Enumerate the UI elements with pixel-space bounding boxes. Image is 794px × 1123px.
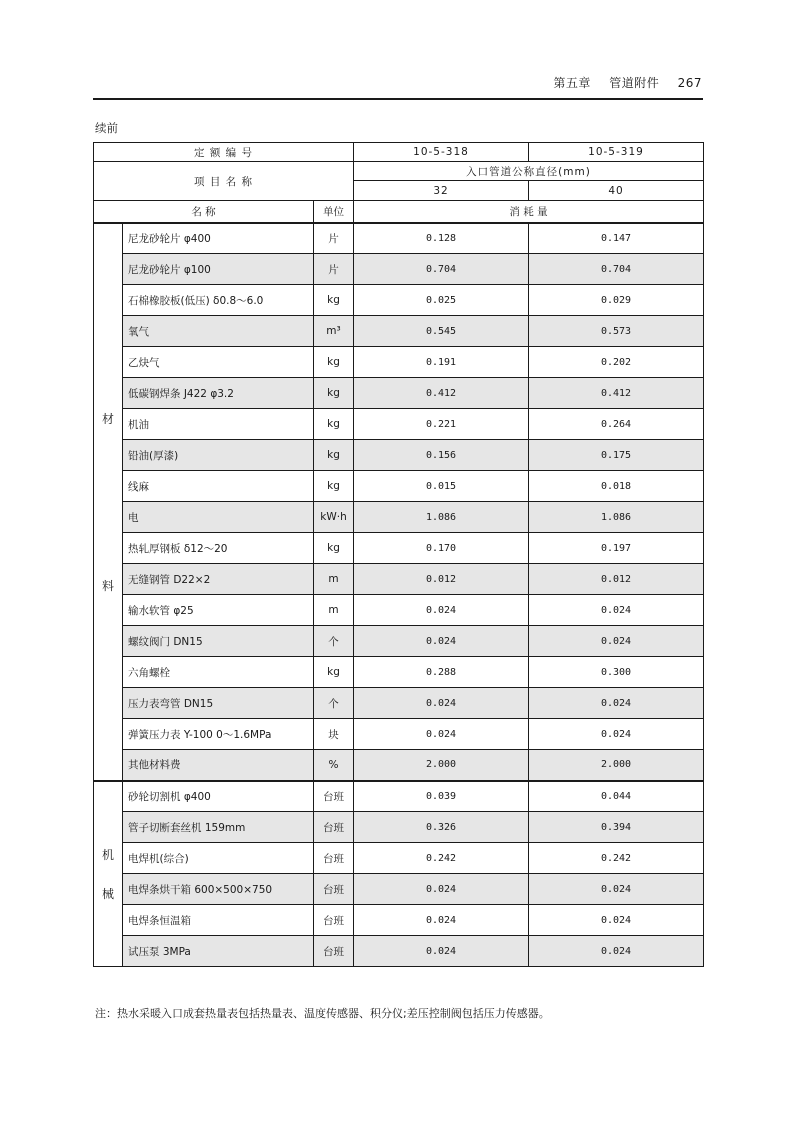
item-name: 弹簧压力表 Y-100 0～1.6MPa (123, 719, 314, 750)
category-char: 械 (101, 886, 114, 901)
item-name: 尼龙砂轮片 φ100 (123, 254, 314, 285)
value-319: 0.044 (529, 781, 704, 812)
material-row (94, 254, 704, 285)
value-318: 0.326 (354, 812, 529, 843)
item-unit: 台班 (314, 874, 354, 905)
item-unit: kg (314, 285, 354, 316)
header-rule (93, 98, 703, 100)
diameter-2: 40 (529, 181, 704, 201)
page-header (539, 74, 702, 91)
column-consumption-header: 消 耗 量 (354, 201, 704, 223)
machinery-row (94, 936, 704, 967)
value-318: 0.221 (354, 409, 529, 440)
item-unit: kg (314, 657, 354, 688)
material-row (94, 378, 704, 409)
continued-label: 续前 (95, 121, 118, 135)
value-318: 0.412 (354, 378, 529, 409)
value-318: 0.024 (354, 688, 529, 719)
quota-code-label: 定 额 编 号 (94, 143, 354, 162)
item-name: 线麻 (123, 471, 314, 502)
item-name: 热轧厚钢板 δ12～20 (123, 533, 314, 564)
item-unit: kg (314, 440, 354, 471)
value-319: 0.175 (529, 440, 704, 471)
item-unit: kW·h (314, 502, 354, 533)
value-319: 0.018 (529, 471, 704, 502)
value-318: 0.024 (354, 595, 529, 626)
item-unit: % (314, 750, 354, 781)
value-319: 0.029 (529, 285, 704, 316)
quota-code-1: 10-5-318 (354, 143, 529, 162)
material-row (94, 533, 704, 564)
item-unit: kg (314, 533, 354, 564)
value-319: 1.086 (529, 502, 704, 533)
item-name: 六角螺栓 (123, 657, 314, 688)
item-name: 尼龙砂轮片 φ400 (123, 223, 314, 254)
value-318: 0.012 (354, 564, 529, 595)
item-unit: kg (314, 471, 354, 502)
item-name: 无缝钢管 D22×2 (123, 564, 314, 595)
item-unit: 个 (314, 626, 354, 657)
material-row (94, 564, 704, 595)
item-name: 管子切断套丝机 159mm (123, 812, 314, 843)
machinery-category (94, 781, 123, 967)
value-319: 0.024 (529, 688, 704, 719)
machinery-row (94, 843, 704, 874)
item-name: 其他材料费 (123, 750, 314, 781)
machinery-row (94, 874, 704, 905)
item-unit: kg (314, 347, 354, 378)
diameter-1: 32 (354, 181, 529, 201)
machinery-row (94, 812, 704, 843)
item-name: 电 (123, 502, 314, 533)
value-318: 0.039 (354, 781, 529, 812)
item-unit: 台班 (314, 812, 354, 843)
value-319: 0.573 (529, 316, 704, 347)
value-319: 0.024 (529, 626, 704, 657)
item-unit: m (314, 595, 354, 626)
material-row (94, 285, 704, 316)
column-header-row (94, 201, 704, 223)
value-318: 0.156 (354, 440, 529, 471)
item-unit: 台班 (314, 936, 354, 967)
value-318: 0.024 (354, 905, 529, 936)
value-319: 2.000 (529, 750, 704, 781)
item-name: 低碳钢焊条 J422 φ3.2 (123, 378, 314, 409)
material-row (94, 719, 704, 750)
item-unit: 台班 (314, 843, 354, 874)
item-name: 输水软管 φ25 (123, 595, 314, 626)
value-318: 0.024 (354, 626, 529, 657)
item-name: 试压泵 3MPa (123, 936, 314, 967)
value-318: 0.704 (354, 254, 529, 285)
chapter-label: 第五章 (553, 76, 591, 90)
group-row (94, 162, 704, 181)
item-name: 电焊机(综合) (123, 843, 314, 874)
category-char: 机 (101, 847, 114, 862)
quota-table (93, 142, 704, 967)
item-unit: m (314, 564, 354, 595)
item-unit: kg (314, 378, 354, 409)
item-unit: 台班 (314, 905, 354, 936)
material-row (94, 688, 704, 719)
value-319: 0.412 (529, 378, 704, 409)
item-name: 石棉橡胶板(低压) δ0.8～6.0 (123, 285, 314, 316)
column-name-header: 名 称 (94, 201, 314, 223)
value-318: 0.024 (354, 874, 529, 905)
category-char: 材 (101, 411, 114, 426)
quota-code-row (94, 143, 704, 162)
value-319: 0.300 (529, 657, 704, 688)
page-number: 267 (677, 76, 702, 90)
value-318: 0.191 (354, 347, 529, 378)
value-318: 0.170 (354, 533, 529, 564)
material-row (94, 223, 704, 254)
item-name: 乙炔气 (123, 347, 314, 378)
material-row (94, 440, 704, 471)
item-unit: 片 (314, 254, 354, 285)
item-name: 电焊条烘干箱 600×500×750 (123, 874, 314, 905)
footnote: 注：热水采暖入口成套热量表包括热量表、温度传感器、积分仪;差压控制阀包括压力传感器。 (95, 1007, 550, 1020)
material-row (94, 471, 704, 502)
value-318: 1.086 (354, 502, 529, 533)
value-318: 0.015 (354, 471, 529, 502)
item-unit: kg (314, 409, 354, 440)
value-319: 0.024 (529, 936, 704, 967)
value-319: 0.704 (529, 254, 704, 285)
item-name-label: 项 目 名 称 (94, 162, 354, 201)
material-row (94, 657, 704, 688)
value-319: 0.197 (529, 533, 704, 564)
item-unit: 台班 (314, 781, 354, 812)
value-318: 0.024 (354, 936, 529, 967)
material-row (94, 750, 704, 781)
value-318: 0.025 (354, 285, 529, 316)
value-319: 0.202 (529, 347, 704, 378)
material-row (94, 595, 704, 626)
machinery-row (94, 905, 704, 936)
item-unit: 个 (314, 688, 354, 719)
value-319: 0.024 (529, 719, 704, 750)
value-318: 0.288 (354, 657, 529, 688)
item-name: 螺纹阀门 DN15 (123, 626, 314, 657)
materials-category (94, 223, 123, 781)
value-318: 0.024 (354, 719, 529, 750)
value-318: 0.128 (354, 223, 529, 254)
value-319: 0.264 (529, 409, 704, 440)
item-unit: 块 (314, 719, 354, 750)
value-319: 0.147 (529, 223, 704, 254)
material-row (94, 626, 704, 657)
category-char: 料 (101, 578, 114, 593)
column-unit-header: 单位 (314, 201, 354, 223)
diameter-group-label: 入口管道公称直径(mm) (354, 162, 704, 181)
machinery-row (94, 781, 704, 812)
value-319: 0.024 (529, 874, 704, 905)
item-name: 电焊条恒温箱 (123, 905, 314, 936)
item-name: 压力表弯管 DN15 (123, 688, 314, 719)
value-318: 0.242 (354, 843, 529, 874)
material-row (94, 409, 704, 440)
item-name: 铅油(厚漆) (123, 440, 314, 471)
value-319: 0.024 (529, 905, 704, 936)
value-318: 2.000 (354, 750, 529, 781)
material-row (94, 502, 704, 533)
value-318: 0.545 (354, 316, 529, 347)
item-name: 机油 (123, 409, 314, 440)
value-319: 0.024 (529, 595, 704, 626)
item-name: 砂轮切割机 φ400 (123, 781, 314, 812)
item-unit: 片 (314, 223, 354, 254)
item-unit: m³ (314, 316, 354, 347)
section-label: 管道附件 (609, 76, 660, 90)
material-row (94, 316, 704, 347)
quota-code-2: 10-5-319 (529, 143, 704, 162)
value-319: 0.394 (529, 812, 704, 843)
value-319: 0.012 (529, 564, 704, 595)
material-row (94, 347, 704, 378)
item-name: 氧气 (123, 316, 314, 347)
value-319: 0.242 (529, 843, 704, 874)
